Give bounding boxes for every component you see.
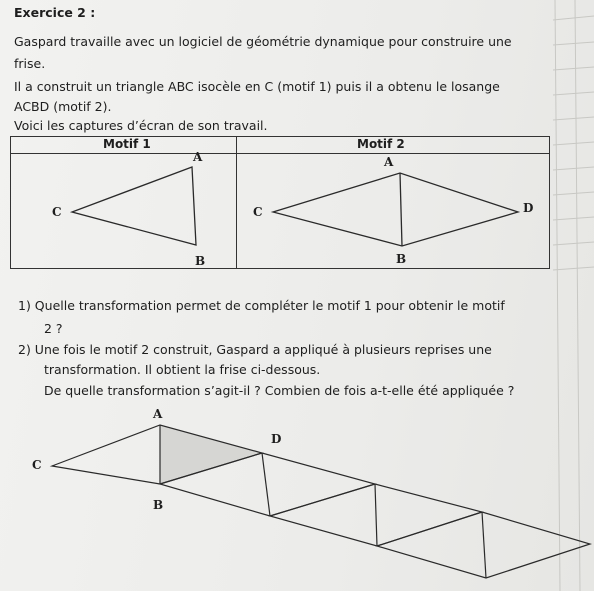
frieze-axis-2 [262,453,270,516]
motif2-axis-AB [400,173,402,246]
motif2-label-B: B [396,252,407,266]
motif1-label-A: A [193,150,203,164]
intro-line-2: frise. [14,56,46,71]
frieze-shaded-cell [160,425,262,484]
intro-line-1: Gaspard travaille avec un logiciel de géométrie dynamique pour construire une [14,34,512,49]
motif2-label-C: C [253,205,263,219]
frieze-label-B: B [153,498,164,512]
frieze [52,425,590,578]
frieze-label-D: D [271,432,282,446]
frieze-label-A: A [153,407,163,421]
motif2-label-A: A [384,155,394,169]
question-1-line-2: 2 ? [44,321,63,336]
exercise-title: Exercice 2 : [14,5,96,20]
frieze-axis-3 [375,484,377,546]
question-2-line-3: De quelle transformation s’agit-il ? Combien de fois a-t-elle été appliquée ? [44,383,515,398]
question-2-line-1: 2) Une fois le motif 2 construit, Gaspard a appliqué à plusieurs reprises une [18,342,492,357]
intro-line-5: Voici les captures d’écran de son travail. [14,118,268,133]
motif1-label-C: C [52,205,62,219]
header-motif-2: Motif 2 [357,137,405,151]
intro-line-4: ACBD (motif 2). [14,99,112,114]
frieze-label-C: C [32,458,42,472]
motif1-label-B: B [195,254,206,268]
frieze-axis-4 [482,512,486,578]
header-motif-1: Motif 1 [103,137,151,151]
motif2-label-D: D [523,201,534,215]
motif2-rhombus [273,173,518,246]
question-1-line-1: 1) Quelle transformation permet de compléter le motif 1 pour obtenir le motif [18,298,505,313]
motif1-triangle [72,167,196,245]
question-2-line-2: transformation. Il obtient la frise ci-dessous. [44,362,321,377]
intro-line-3: Il a construit un triangle ABC isocèle en C (motif 1) puis il a obtenu le losange [14,79,500,94]
